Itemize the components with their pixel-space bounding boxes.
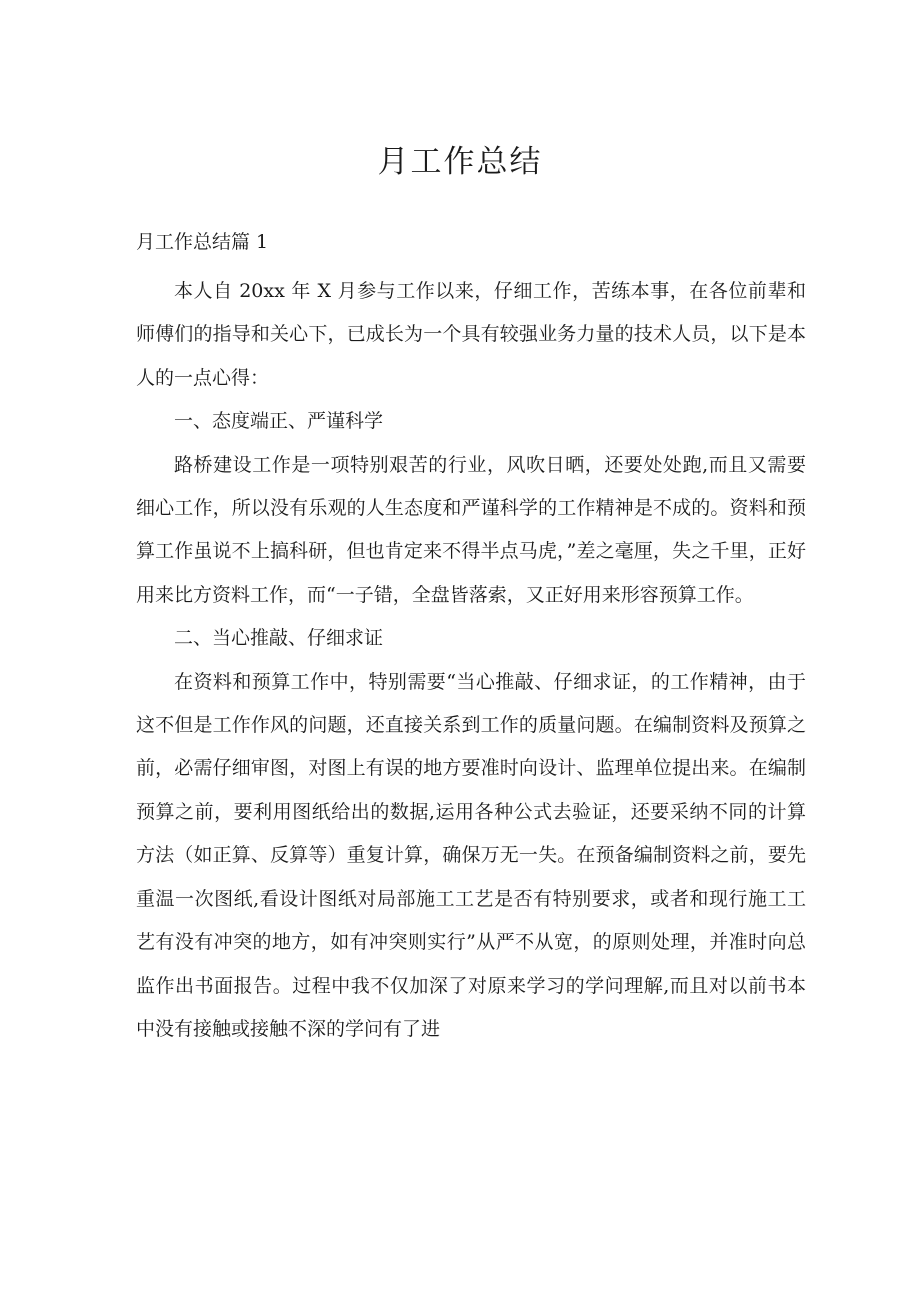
document-title: 月工作总结 bbox=[377, 144, 543, 180]
document-body bbox=[136, 270, 806, 1051]
section-heading: 一、态度端正、严谨科学 bbox=[174, 410, 384, 433]
body-paragraph: 在资料和预算工作中，特别需要“当心推敲、仔细求证，的工作精神，由于这不但是工作作风的问题，还直接关系到工作的质量问题。在编制资料及预算之前，必需仔细审图，对图上有误的地方要准时向设计、监理单位提出来。在编制预算之前，要利用图纸给出的数据,运用各种公式去验证，还要采纳不同的计算方法（如正算、反算等）重复计算，确保万无一失。在预备编制资料之前，要先重温一次图纸,看设计图纸对局部施工工艺是否有特别要求，或者和现行施工工艺有没有冲突的地方，如有冲突则实行”从严不从宽，的原则处理，并准时向总监作出书面报告。过程中我不仅加深了对原来学习的学问理解,而且对以前书本中没有接触或接触不深的学问有了进 bbox=[136, 670, 806, 1040]
body-paragraph: 路桥建设工作是一项特别艰苦的行业，风吹日晒，还要处处跑,而且又需要细心工作，所以没有乐观的人生态度和严谨科学的工作精神是不成的。资料和预算工作虽说不上搞科研，但也肯定来不得半点马虎，”差之毫厘，失之千里，正好用来比方资料工作，而“一子错，全盘皆落索，又正好用来形容预算工作。 bbox=[136, 453, 806, 606]
section-heading: 二、当心推敲、仔细求证 bbox=[174, 627, 384, 650]
body-paragraph: 本人自 20xx 年 X 月参与工作以来，仔细工作，苦练本事，在各位前辈和师傅们的指导和关心下，已成长为一个具有较强业务力量的技术人员，以下是本人的一点心得： bbox=[136, 280, 806, 389]
document-subtitle: 月工作总结篇 1 bbox=[136, 231, 269, 253]
